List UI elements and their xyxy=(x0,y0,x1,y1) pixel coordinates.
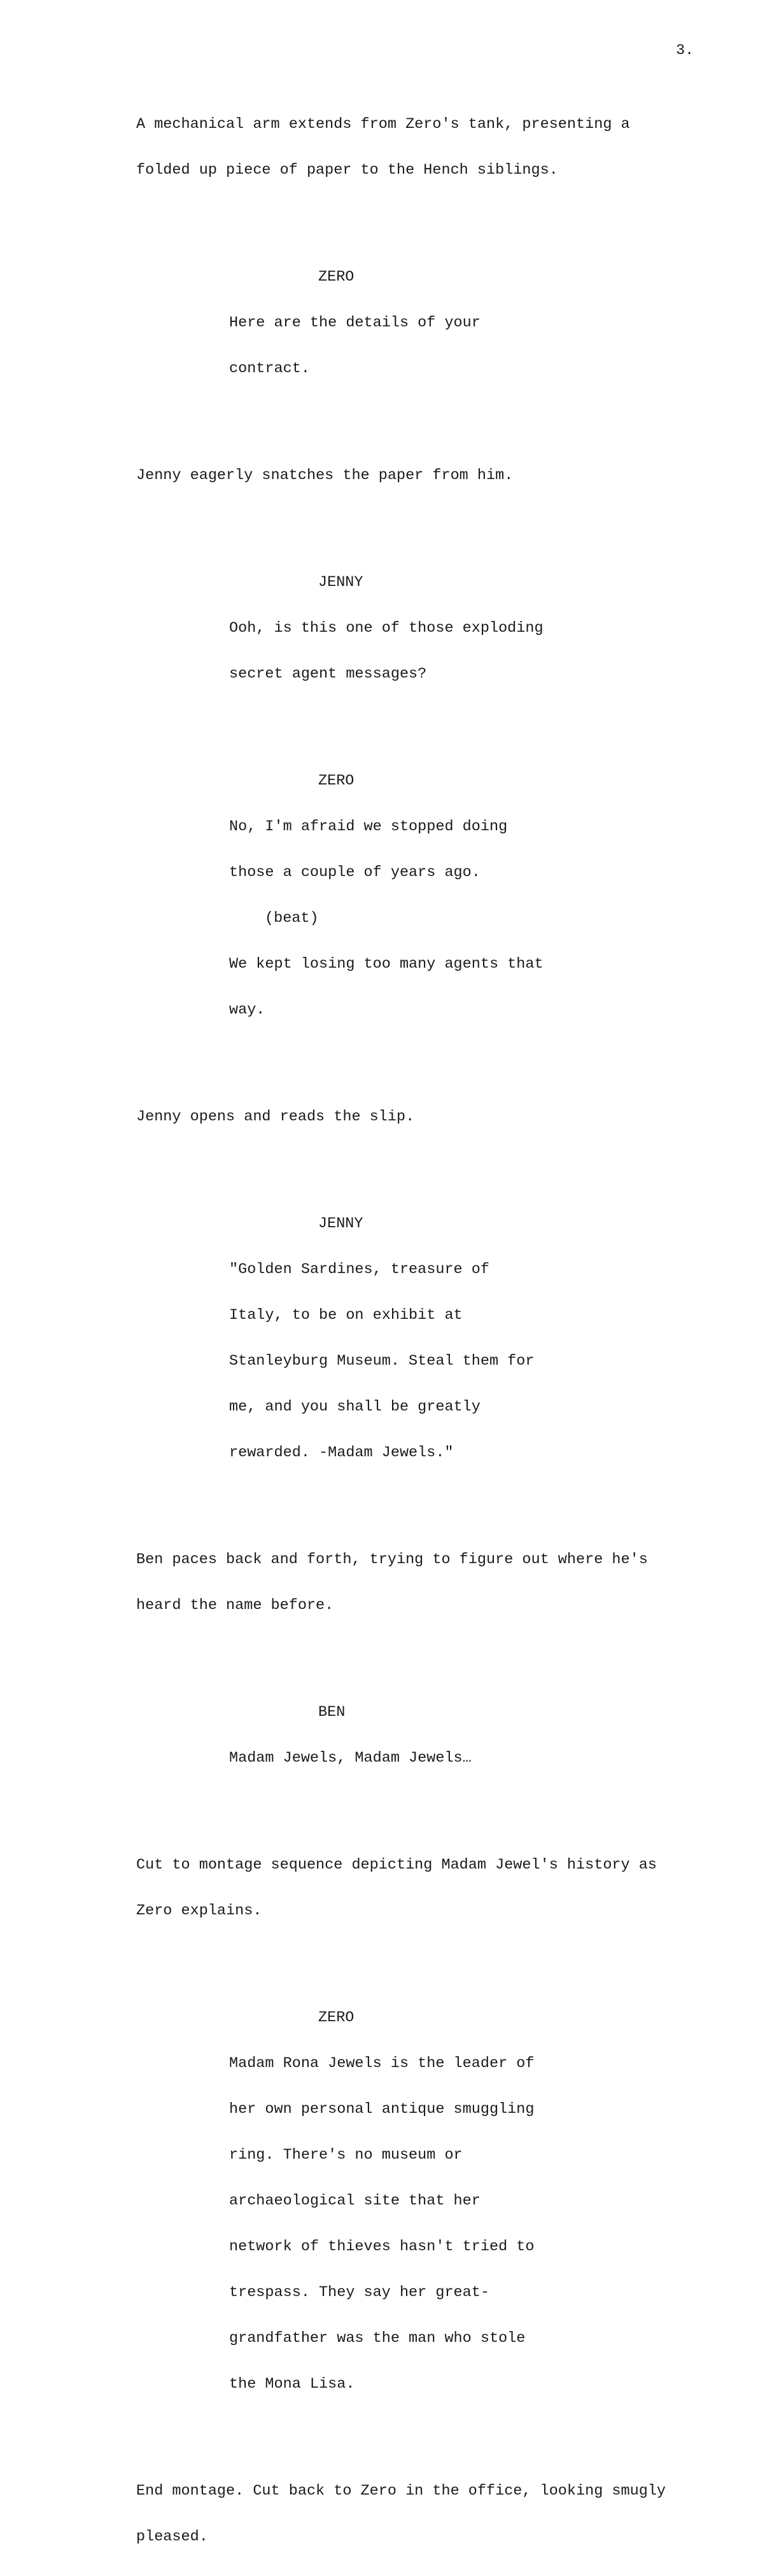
script-body xyxy=(0,87,779,2575)
dialogue-line: No, I'm afraid we stopped doing xyxy=(229,818,508,835)
character-name: ZERO xyxy=(318,2009,354,2026)
dialogue-line: trespass. They say her great- xyxy=(229,2284,489,2301)
action-line: End montage. Cut back to Zero in the office, looking smugly xyxy=(136,2482,666,2500)
dialogue-line: Madam Rona Jewels is the leader of xyxy=(229,2055,535,2072)
character-name: ZERO xyxy=(318,268,354,286)
dialogue-line: those a couple of years ago. xyxy=(229,864,481,881)
dialogue-line: way. xyxy=(229,1001,265,1019)
action-line: heard the name before. xyxy=(136,1597,334,1614)
dialogue-line: me, and you shall be greatly xyxy=(229,1398,481,1416)
character-name: JENNY xyxy=(318,1215,363,1232)
parenthetical: (beat) xyxy=(265,910,319,927)
action-line: A mechanical arm extends from Zero's tank, presenting a xyxy=(136,116,630,133)
character-name: ZERO xyxy=(318,772,354,790)
dialogue-line: Stanleyburg Museum. Steal them for xyxy=(229,1353,535,1370)
page-number: 3. xyxy=(676,42,694,59)
dialogue-line: Ooh, is this one of those exploding xyxy=(229,620,544,637)
action-line: Jenny eagerly snatches the paper from him. xyxy=(136,467,514,484)
dialogue-line: "Golden Sardines, treasure of xyxy=(229,1261,489,1278)
action-line: folded up piece of paper to the Hench siblings. xyxy=(136,162,558,179)
dialogue-line: Italy, to be on exhibit at xyxy=(229,1307,463,1324)
dialogue-line: her own personal antique smuggling xyxy=(229,2101,535,2118)
action-line: Cut to montage sequence depicting Madam Jewel's history as xyxy=(136,1856,657,1874)
dialogue-line: contract. xyxy=(229,360,310,377)
action-line: Zero explains. xyxy=(136,1902,262,1919)
action-line: Ben paces back and forth, trying to figure out where he's xyxy=(136,1551,648,1568)
dialogue-line: ring. There's no museum or xyxy=(229,2147,463,2164)
dialogue-line: the Mona Lisa. xyxy=(229,2376,355,2393)
character-name: BEN xyxy=(318,1704,346,1721)
action-line: pleased. xyxy=(136,2528,208,2545)
dialogue-line: Madam Jewels, Madam Jewels… xyxy=(229,1750,472,1767)
character-name: JENNY xyxy=(318,574,363,591)
dialogue-line: We kept losing too many agents that xyxy=(229,956,544,973)
dialogue-line: rewarded. -Madam Jewels." xyxy=(229,1444,454,1461)
dialogue-line: Here are the details of your xyxy=(229,314,481,331)
action-line: Jenny opens and reads the slip. xyxy=(136,1108,415,1125)
dialogue-line: grandfather was the man who stole xyxy=(229,2330,526,2347)
dialogue-line: archaeological site that her xyxy=(229,2192,481,2210)
dialogue-line: secret agent messages? xyxy=(229,665,427,683)
dialogue-line: network of thieves hasn't tried to xyxy=(229,2238,535,2255)
